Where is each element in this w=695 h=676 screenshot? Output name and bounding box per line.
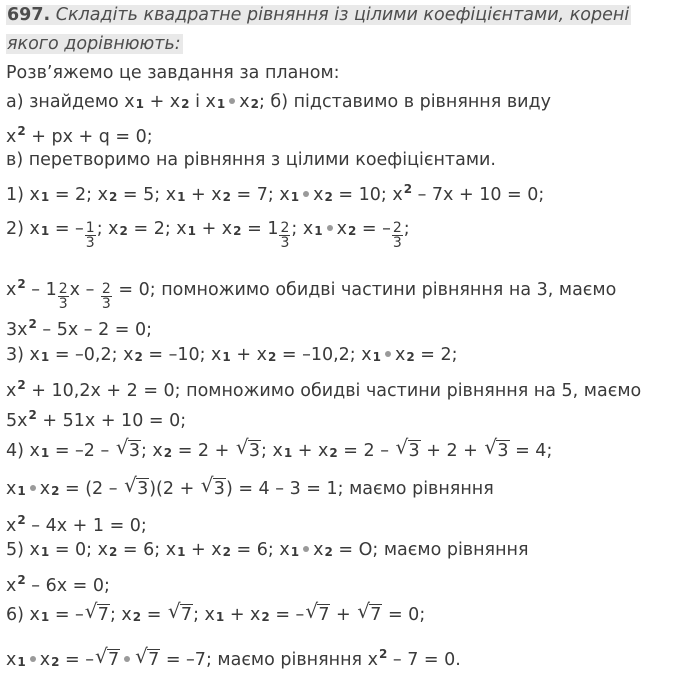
square-root: √ 3 <box>115 435 140 461</box>
multiply-dot <box>327 225 333 231</box>
square-root: √ 3 <box>395 435 420 461</box>
case-4-line-1: 4) $x_1 = -2$ – √ 3; $x_2 = 2$ + √ 3; $x_1 + x_2 = 2$ – √ 3 + 2 + √ 3 = 4; <box>6 435 553 461</box>
fraction: $\frac{1}{3}$ <box>85 220 95 251</box>
multiply-dot <box>229 98 235 104</box>
square-root: √ 7 <box>167 599 193 625</box>
square-root: √ 3 <box>200 473 225 499</box>
case-2-line-2: $x^2 - 1$ $\frac{2}{3}$ x – $\frac{2}{3}$ = 0; помножимо обидві частини рівняння на 3, маємо <box>6 277 617 312</box>
task-title-line-2 <box>6 32 183 58</box>
case-6-line-1: 6) $x_1$ = – √ 7; $x_2$ = √ 7; $x_1 + x_2$ = – √ 7 + √ 7 = 0; <box>6 599 426 625</box>
case-4-line-3: $x^2 - 4x + 1 = 0$; <box>6 513 147 536</box>
multiply-dot <box>385 351 391 357</box>
case-6-line-2: $x_1$ $x_2$ = – √ 7 √ 7 = –7; маємо рівняння $x^2 - 7 = 0$. <box>6 644 461 670</box>
multiply-dot <box>303 191 309 197</box>
multiply-dot <box>30 656 36 662</box>
fraction: $\frac{2}{3}$ <box>280 220 290 251</box>
case-3-line-1: 3) $x_1 = -0,2$; $x_2 = -10$; $x_1 + x_2 = -10,2$; $x_1$ $x_2 = 2$; <box>6 345 458 365</box>
square-root: √ 7 <box>357 599 382 625</box>
intro-line-4: в) перетворимо на рівняння з цілими коефіцієнтами. <box>6 150 496 170</box>
square-root: √ 7 <box>135 644 160 670</box>
case-5-line-2: $x^2 - 6x = 0$; <box>6 573 110 596</box>
task-title-cont: якого дорівнюють: <box>7 34 181 54</box>
multiply-dot <box>303 546 309 552</box>
square-root: √ 7 <box>305 599 330 625</box>
square-root: √ 7 <box>94 644 120 670</box>
multiply-dot <box>124 656 130 662</box>
square-root: √ 3 <box>235 435 260 461</box>
intro-line-2: а) знайдемо $x_1 + x_2$ і $x_1$ $x_2$; б) підставимо в рівняння виду <box>6 92 551 112</box>
square-root: √ 7 <box>84 599 109 625</box>
intro-line-3: $x^2$ + px + q = 0; <box>6 124 153 147</box>
square-root: √ 3 <box>484 435 509 461</box>
fraction: $\frac{2}{3}$ <box>101 281 111 312</box>
fraction: $\frac{2}{3}$ <box>58 281 68 312</box>
square-root: √ 3 <box>124 473 149 499</box>
case-5-line-1: 5) $x_1 = 0$; $x_2 = 6$; $x_1 + x_2 = 6$; $x_1$ $x_2 = O$; маємо рівняння <box>6 540 529 560</box>
case-2-line-3: $3x^2 - 5x - 2 = 0$; <box>6 317 153 340</box>
task-number: 697. <box>7 5 51 25</box>
case-3-line-2: $x^2 + 10,2x + 2 = 0$; помножимо обидві частини рівняння на 5, маємо <box>6 378 642 401</box>
multiply-dot <box>30 485 36 491</box>
case-3-line-3: $5x^2 + 51x + 10 = 0$; <box>6 408 187 431</box>
intro-line-1: Розв’яжемо це завдання за планом: <box>6 63 340 83</box>
task-title: Складіть квадратне рівняння із цілими коефіцієнтами, корені <box>55 5 630 25</box>
task-title-line-1 <box>6 3 631 29</box>
case-4-line-2: $x_1$ $x_2 = (2$ – √ 3)(2 + √ 3) = 4 – 3 = 1; маємо рівняння <box>6 473 494 499</box>
case-2-line-1: 2) $x_1$ = – $\frac{1}{3}$ ; $x_2 = 2$; $x_1 + x_2 = 1$ $\frac{2}{3}$ ; $x_1$ $x_2$ = – $\frac{2}{3}$ ; <box>6 219 410 251</box>
fraction: $\frac{2}{3}$ <box>392 220 402 251</box>
case-1-line: 1) $x_1 = 2$; $x_2 = 5$; $x_1 + x_2 = 7$; $x_1$ $x_2 = 10$; $x^2 - 7x + 10 = 0$; <box>6 182 545 205</box>
